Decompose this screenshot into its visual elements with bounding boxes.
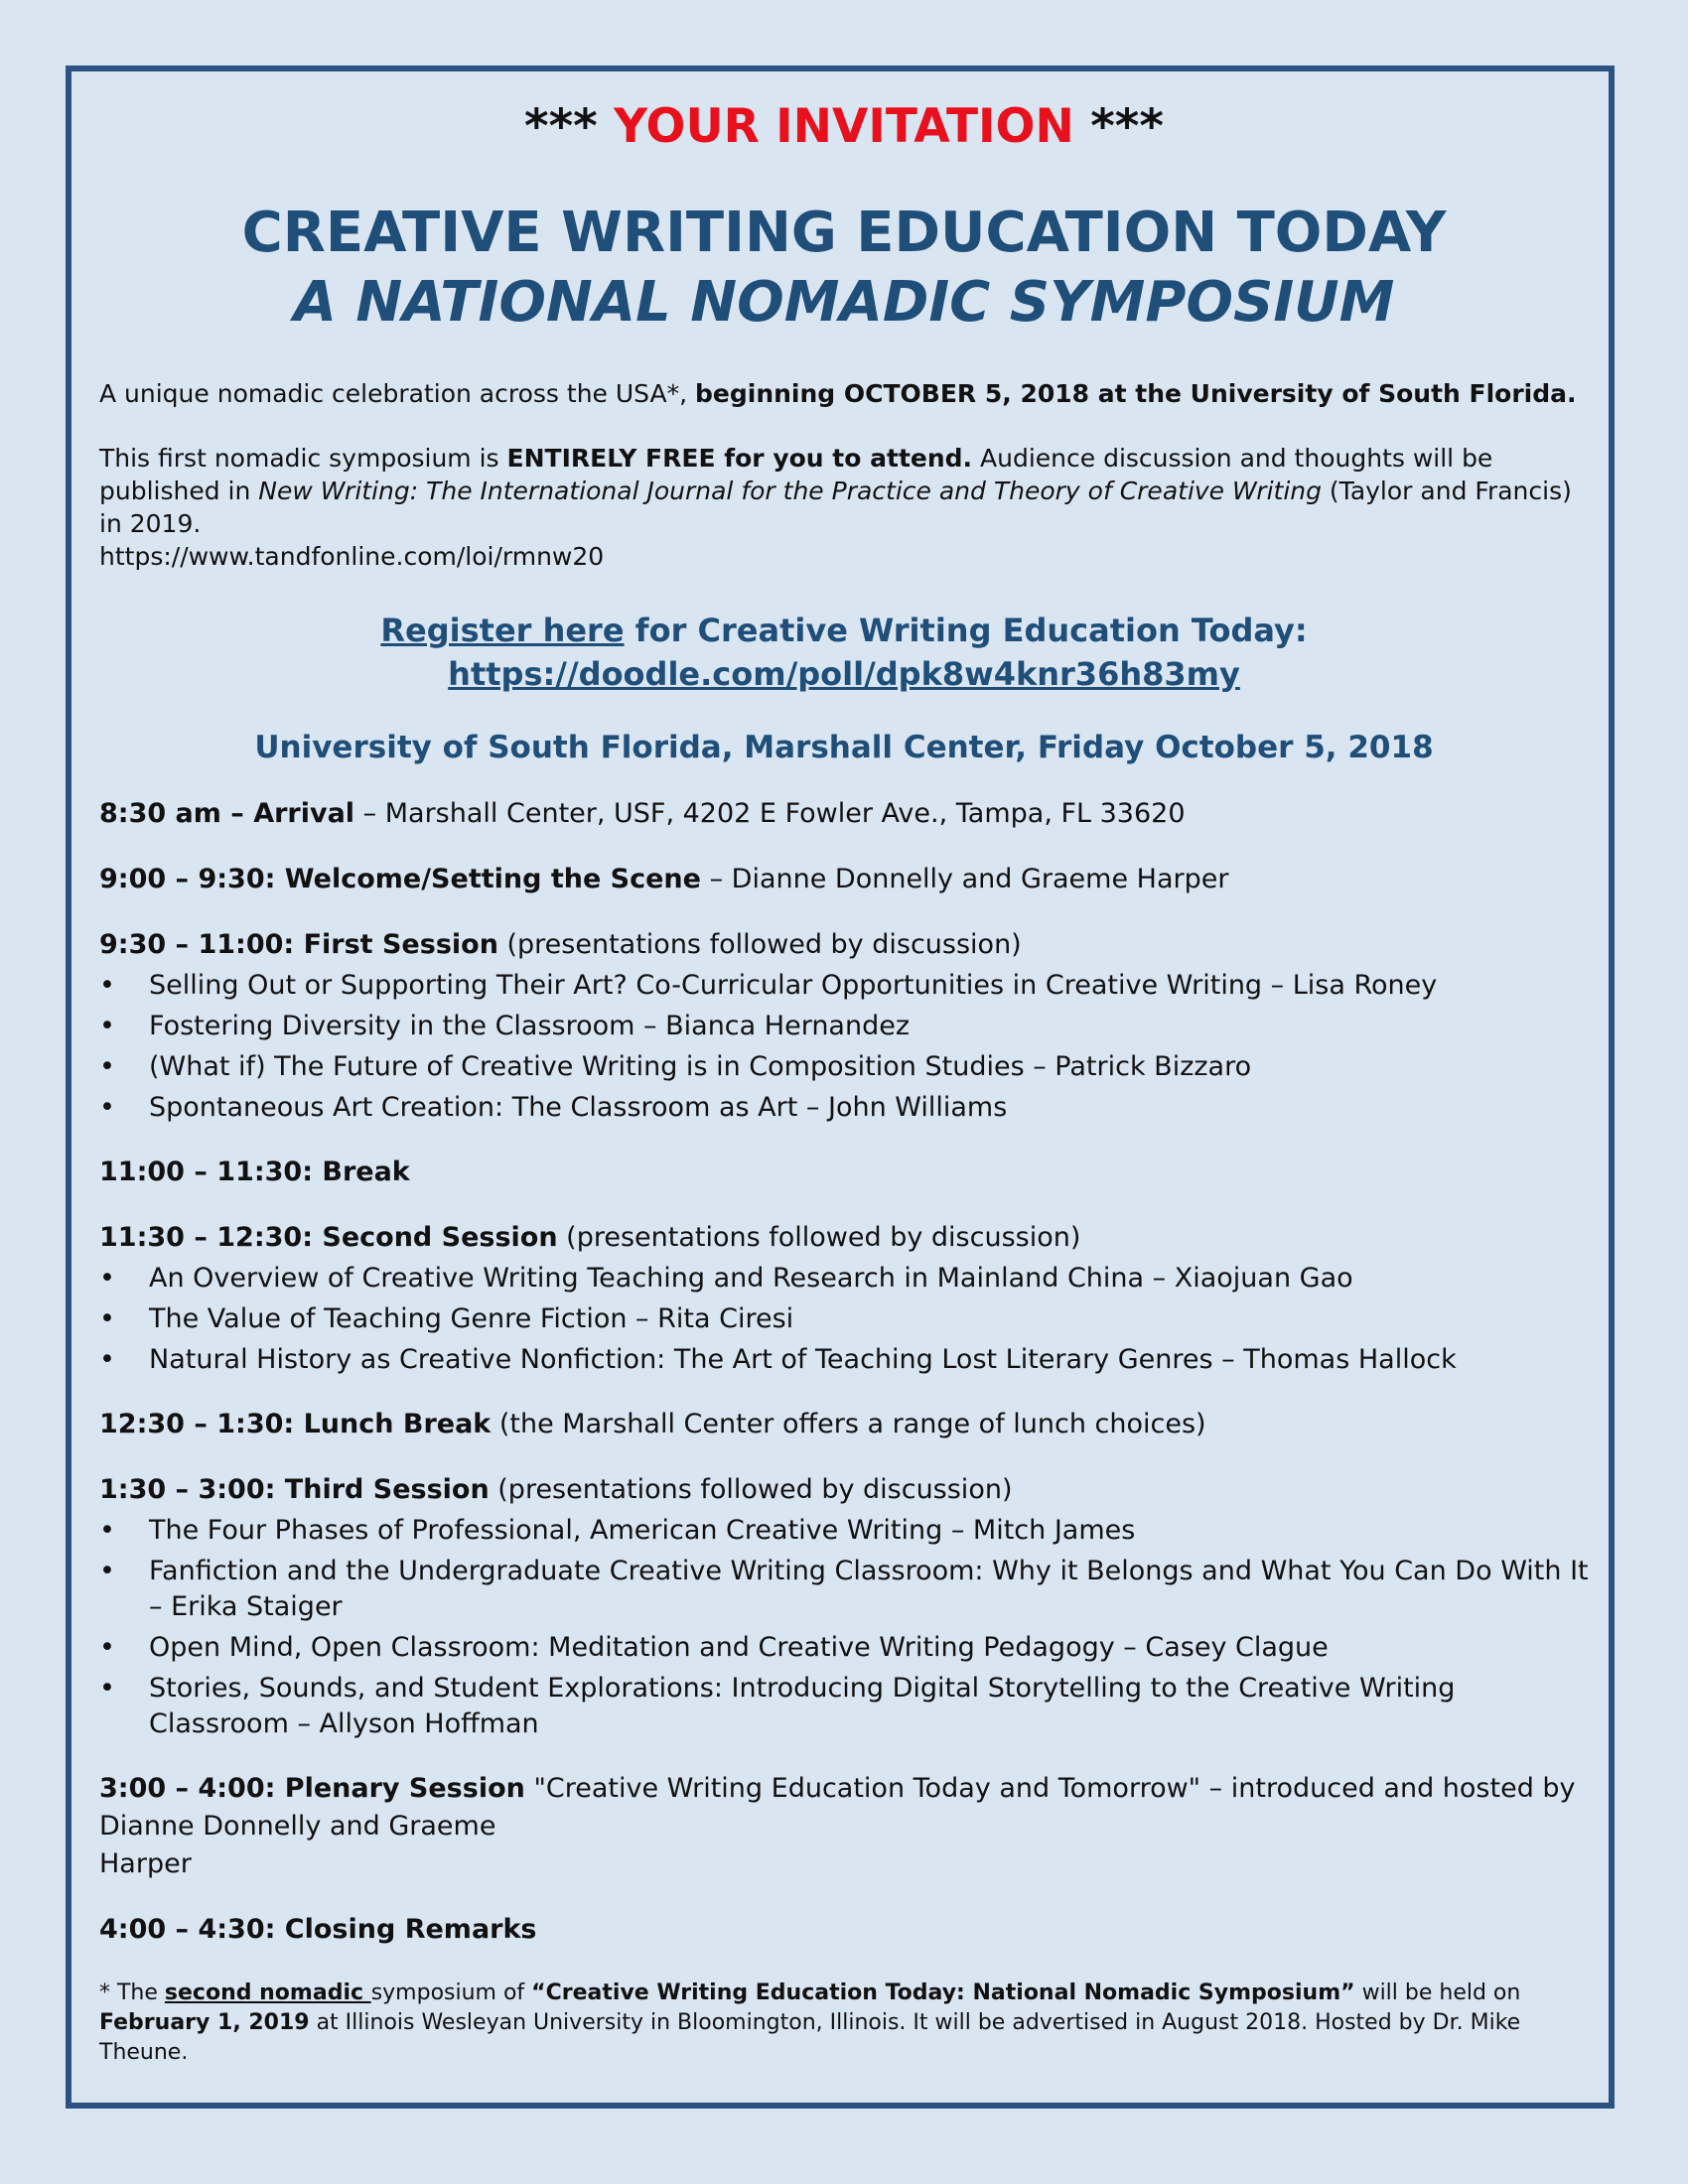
lunch-desc: (the Marshall Center offers a range of lunch choices)	[491, 1409, 1206, 1439]
register-url-link[interactable]: https://doodle.com/poll/dpk8w4knr36h83my	[448, 655, 1240, 693]
intro-text: A unique nomadic celebration across the USA*,	[99, 379, 695, 408]
free-paragraph	[99, 442, 1579, 573]
talk-title: Fostering Diversity in the Classroom – Bianca Hernandez	[149, 1011, 911, 1041]
footnote-symposium-name: “Creative Writing Education Today: National Nomadic Symposium”	[531, 1980, 1355, 2005]
arrival-time: 8:30 am – Arrival	[99, 798, 355, 829]
talk-title: Natural History as Creative Nonfiction: The Art of Teaching Lost Literary Genres – Thomas Hallock	[149, 1344, 1457, 1375]
talk-title: The Four Phases of Professional, American Creative Writing – Mitch James	[149, 1515, 1136, 1546]
bullet-icon: •	[99, 1011, 115, 1041]
free-text-3: (Taylor and Francis) in 2019.	[99, 477, 1572, 538]
event-subtitle: A NATIONAL NOMADIC SYMPOSIUM	[293, 270, 1395, 335]
talk-title: Spontaneous Art Creation: The Classroom as Art – John Williams	[149, 1092, 1008, 1123]
free-bold: ENTIRELY FREE for you to attend.	[506, 444, 973, 473]
invitation-document	[99, 95, 1589, 2090]
talk-title: An Overview of Creative Writing Teaching and Research in Mainland China – Xiaojuan Gao	[149, 1263, 1353, 1294]
welcome-desc: – Dianne Donnelly and Graeme Harper	[700, 864, 1229, 894]
footnote-text-3: will be held on	[1354, 1980, 1521, 2005]
footnote	[99, 1979, 1589, 2068]
break-time: 11:00 – 11:30: Break	[99, 1157, 410, 1187]
list-item	[99, 968, 1589, 1004]
bullet-icon: •	[99, 1303, 115, 1334]
talk-title: Open Mind, Open Classroom: Meditation and Creative Writing Pedagogy – Casey Clague	[149, 1632, 1329, 1663]
bullet-icon: •	[99, 1092, 115, 1123]
bullet-icon: •	[99, 1556, 115, 1586]
stars-left: ***	[524, 99, 598, 154]
plenary-desc-cont: Harper	[99, 1848, 192, 1879]
list-item	[99, 1671, 1589, 1742]
schedule-plenary	[99, 1770, 1589, 1883]
list-item	[99, 1301, 1589, 1337]
intro-date: beginning OCTOBER 5, 2018 at the University of South Florida.	[695, 379, 1577, 408]
list-item	[99, 1049, 1589, 1085]
talk-title: Selling Out or Supporting Their Art? Co-Curricular Opportunities in Creative Writing – Lisa Roney	[149, 970, 1438, 1001]
third-session-time: 1:30 – 3:00: Third Session	[99, 1474, 490, 1505]
footnote-underline: second nomadic	[164, 1980, 371, 2005]
plenary-desc: "Creative Writing Education Today and Tomorrow" – introduced and hosted by Dianne Donnelly and Graeme	[99, 1773, 1576, 1842]
talk-title: Fanfiction and the Undergraduate Creative Writing Classroom: Why it Belongs and What You Can Do With It – Erika Staiger	[149, 1556, 1589, 1622]
invitation-heading	[99, 95, 1589, 159]
list-item	[99, 1009, 1589, 1044]
list-item	[99, 1513, 1589, 1549]
schedule-welcome	[99, 861, 1589, 898]
register-text: for Creative Writing Education Today:	[624, 612, 1308, 649]
bullet-icon: •	[99, 1051, 115, 1082]
schedule-first-session	[99, 926, 1589, 1126]
talk-title: Stories, Sounds, and Student Explorations: Introducing Digital Storytelling to the Creative Writing Classroom – Allyson Hoffman	[149, 1673, 1456, 1739]
schedule-second-session	[99, 1219, 1589, 1378]
schedule-lunch	[99, 1406, 1589, 1443]
free-text-1: This first nomadic symposium is	[99, 444, 507, 473]
second-session-desc: (presentations followed by discussion)	[557, 1222, 1081, 1253]
schedule-arrival	[99, 795, 1589, 833]
bullet-icon: •	[99, 1515, 115, 1546]
closing-time: 4:00 – 4:30: Closing Remarks	[99, 1914, 537, 1945]
lunch-time: 12:30 – 1:30: Lunch Break	[99, 1409, 492, 1439]
first-session-desc: (presentations followed by discussion)	[497, 929, 1022, 960]
footnote-text-1: * The	[99, 1980, 165, 2005]
list-item	[99, 1342, 1589, 1378]
list-item	[99, 1261, 1589, 1297]
schedule-closing	[99, 1911, 1589, 1949]
footnote-date: February 1, 2019	[99, 2010, 310, 2035]
schedule-break	[99, 1154, 1589, 1191]
free-text-2: Audience discussion and thoughts will be published in	[99, 444, 1493, 505]
footnote-text-4: at Illinois Wesleyan University in Bloomington, Illinois. It will be advertised in August 2018. Hosted by Dr. Mike Theune.	[99, 2010, 1521, 2065]
register-section	[99, 609, 1589, 696]
second-session-time: 11:30 – 12:30: Second Session	[99, 1222, 558, 1253]
list-item	[99, 1090, 1589, 1126]
third-session-desc: (presentations followed by discussion)	[489, 1474, 1013, 1505]
intro-paragraph	[99, 377, 1579, 410]
register-link[interactable]: Register here	[380, 612, 625, 649]
event-title: CREATIVE WRITING EDUCATION TODAY	[241, 201, 1447, 265]
talk-title: (What if) The Future of Creative Writing is in Composition Studies – Patrick Bizzaro	[149, 1051, 1252, 1082]
journal-name: New Writing: The International Journal for the Practice and Theory of Creative Writing	[258, 477, 1322, 505]
bullet-icon: •	[99, 970, 115, 1001]
welcome-time: 9:00 – 9:30: Welcome/Setting the Scene	[99, 864, 701, 894]
plenary-time: 3:00 – 4:00: Plenary Session	[99, 1773, 525, 1804]
list-item	[99, 1554, 1589, 1625]
stars-right: ***	[1090, 99, 1164, 154]
arrival-desc: – Marshall Center, USF, 4202 E Fowler Ave., Tampa, FL 33620	[354, 798, 1186, 829]
second-session-talks	[99, 1261, 1589, 1378]
venue-heading: University of South Florida, Marshall Center, Friday October 5, 2018	[254, 730, 1434, 765]
bullet-icon: •	[99, 1673, 115, 1704]
first-session-talks	[99, 968, 1589, 1126]
schedule-third-session	[99, 1471, 1589, 1742]
bullet-icon: •	[99, 1263, 115, 1294]
first-session-time: 9:30 – 11:00: First Session	[99, 929, 498, 960]
footnote-text-2: symposium of	[370, 1980, 532, 2005]
bullet-icon: •	[99, 1344, 115, 1375]
bullet-icon: •	[99, 1632, 115, 1663]
list-item	[99, 1630, 1589, 1666]
journal-url[interactable]: https://www.tandfonline.com/loi/rmnw20	[99, 542, 605, 571]
invitation-label: YOUR INVITATION	[614, 99, 1074, 154]
third-session-talks	[99, 1513, 1589, 1742]
talk-title: The Value of Teaching Genre Fiction – Rita Ciresi	[149, 1303, 794, 1334]
